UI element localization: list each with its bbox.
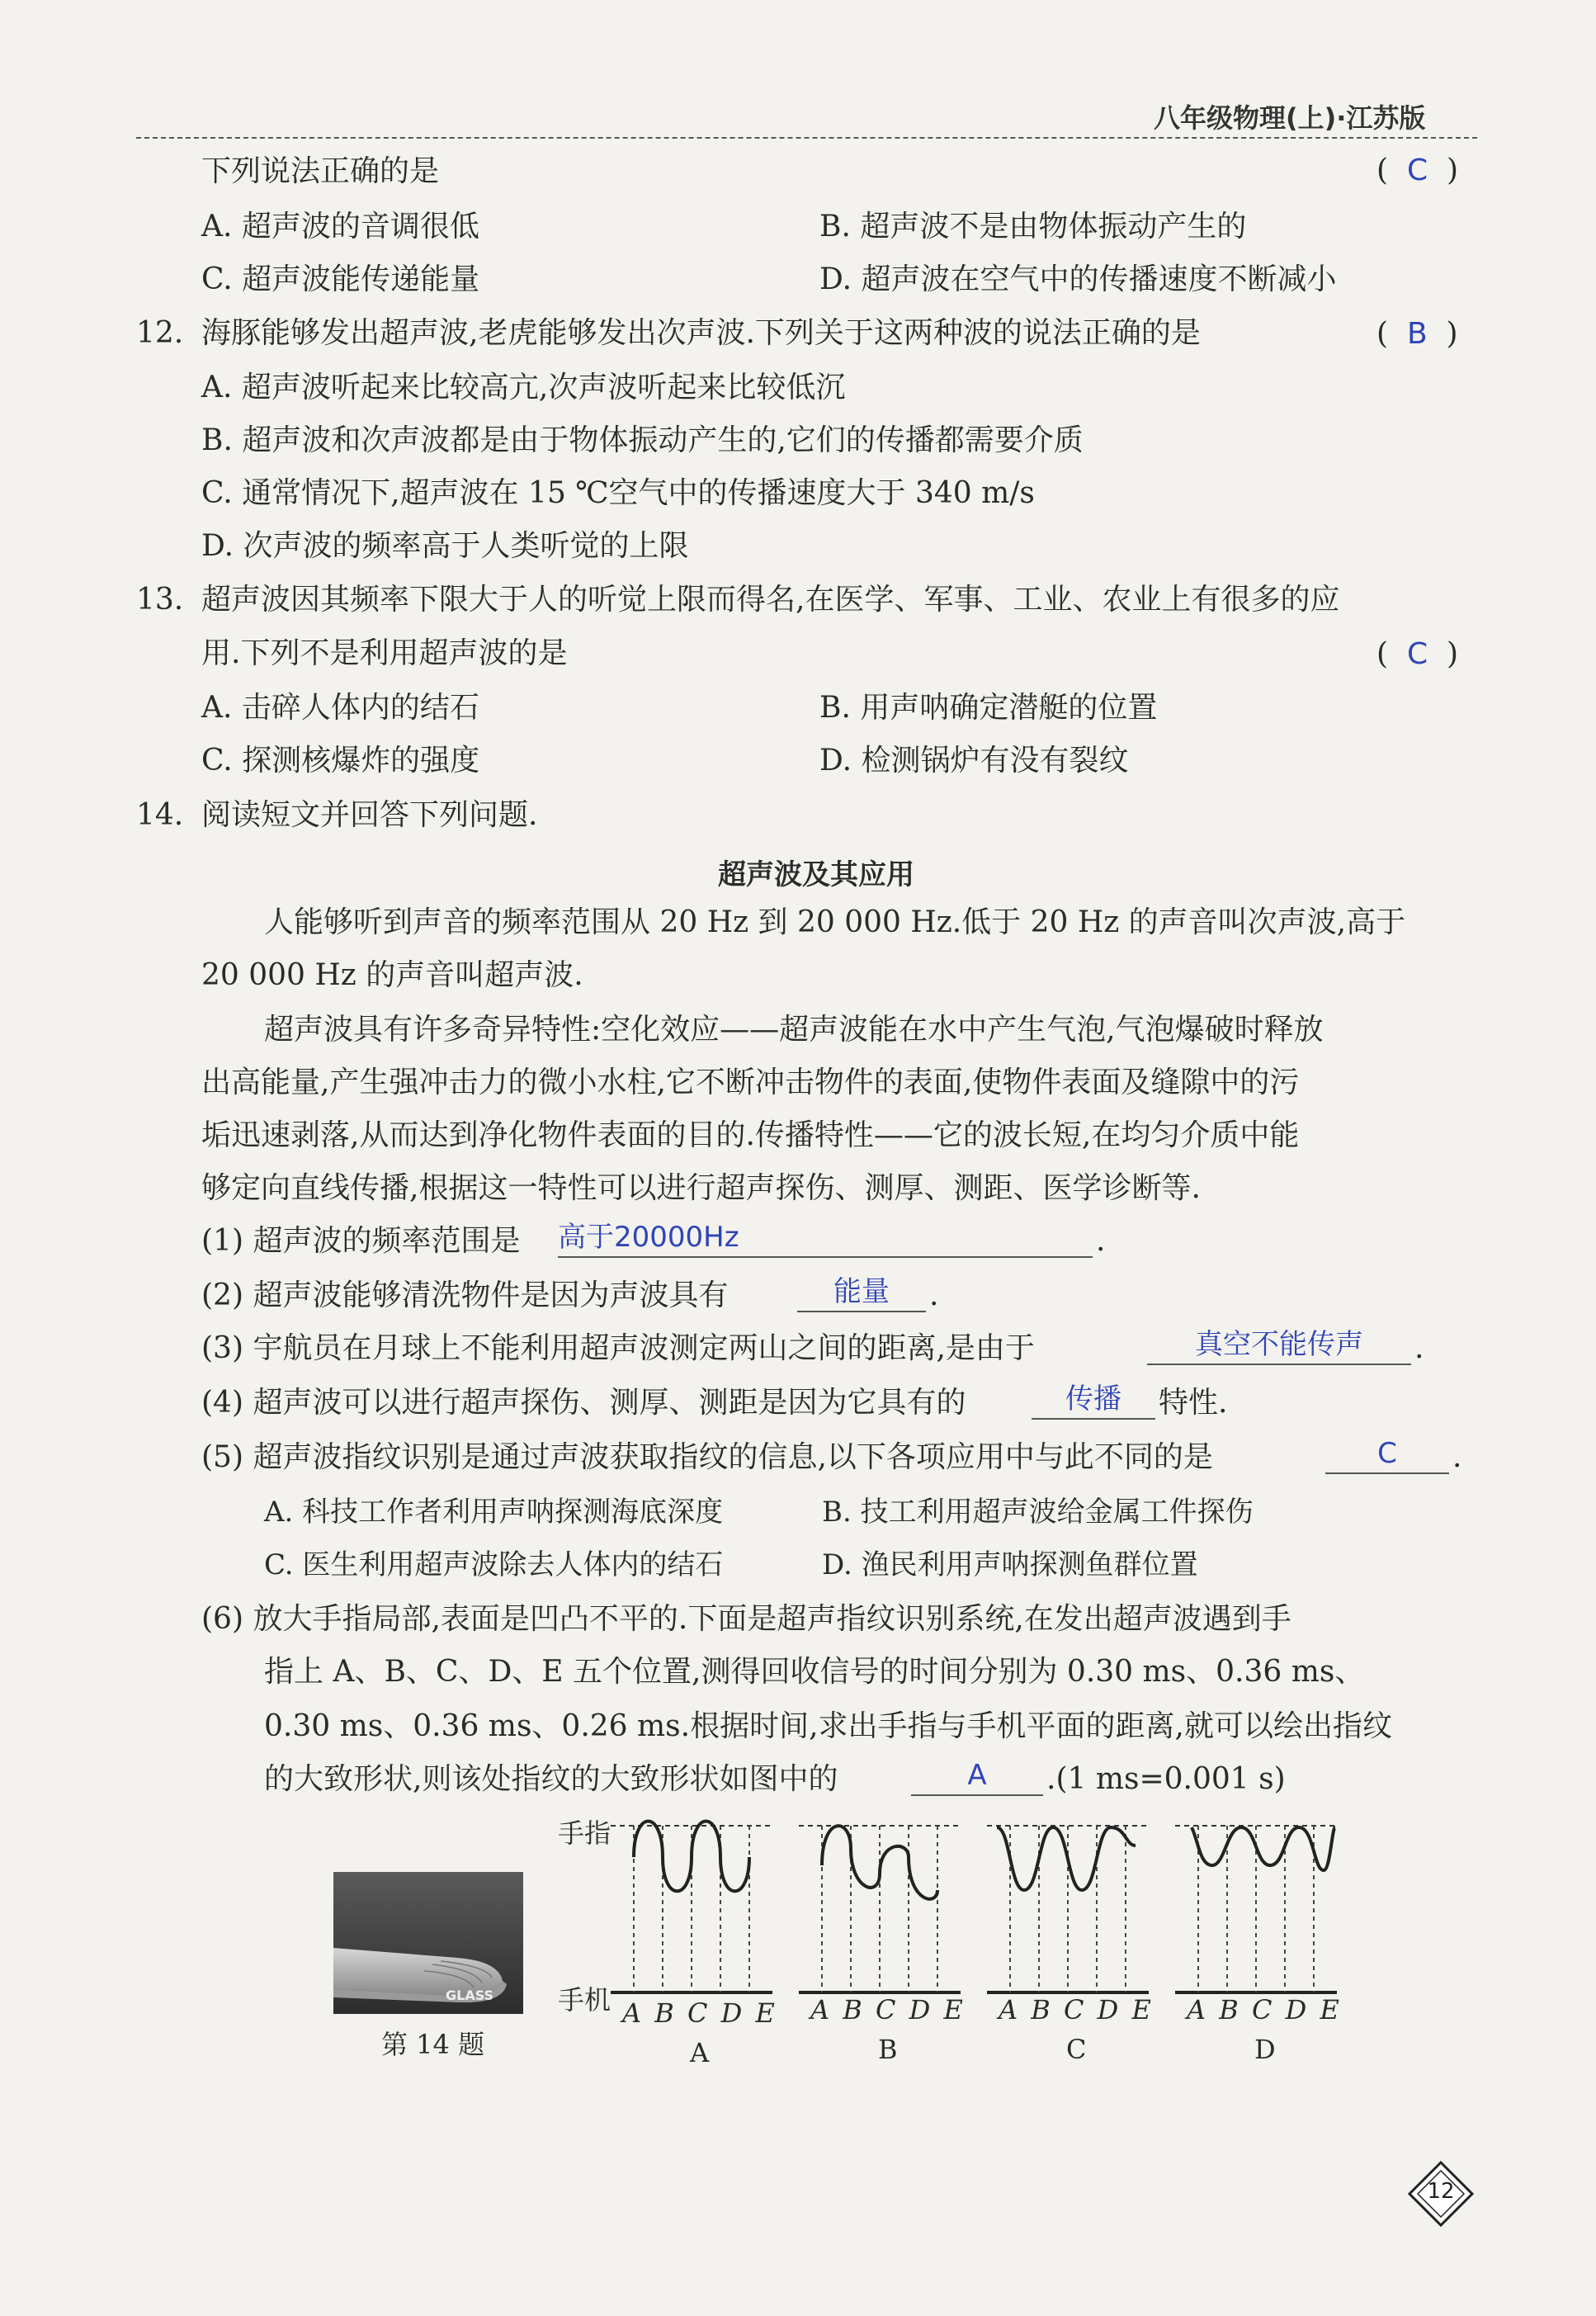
- q11-option-b: B. 超声波不是由物体振动产生的: [819, 210, 1247, 243]
- sub2-text: (2) 超声波能够清洗物件是因为声波具有: [201, 1279, 729, 1312]
- sub5-option-b: B. 技工利用超声波给金属工件探伤: [822, 1496, 1254, 1529]
- q13-option-d: D. 检测锅炉有没有裂纹: [819, 744, 1129, 778]
- article-para1-line1: 人能够听到声音的频率范围从 20 Hz 到 20 000 Hz.低于 20 Hz 的声音叫次声波,高于: [264, 905, 1406, 939]
- graph-d: [1175, 1826, 1337, 1992]
- sub3-text: (3) 宇航员在月球上不能利用超声波测定两山之间的距离,是由于: [201, 1331, 1035, 1365]
- sub4-blank[interactable]: [1032, 1382, 1155, 1420]
- article-para2-line1: 超声波具有许多奇异特性:空化效应——超声波能在水中产生气泡,气泡爆破时释放: [264, 1013, 1324, 1047]
- q12-option-c: C. 通常情况下,超声波在 15 ℃空气中的传播速度大于 340 m/s: [201, 476, 1035, 510]
- sub3-answer: 真空不能传声: [1195, 1328, 1363, 1361]
- fingerprint-graphs: [611, 1816, 1436, 2014]
- sub5-answer: C: [1377, 1437, 1397, 1470]
- graph-a-curve: [634, 1822, 749, 1892]
- sub3-blank[interactable]: [1147, 1327, 1411, 1365]
- sub5-text: (5) 超声波指纹识别是通过声波获取指纹的信息,以下各项应用中与此不同的是: [201, 1440, 1213, 1474]
- graph-b: [799, 1826, 961, 1992]
- article-para2-line4: 够定向直线传播,根据这一特性可以进行超声探伤、测厚、测距、医学诊断等.: [201, 1171, 1201, 1205]
- sub2-answer: 能量: [833, 1275, 890, 1308]
- q12-answer: B: [1406, 317, 1428, 351]
- page-header-title: 八年级物理(上)·江苏版: [1154, 102, 1426, 134]
- q12-option-b: B. 超声波和次声波都是由于物体振动产生的,它们的传播都需要介质: [201, 423, 1084, 457]
- sub3-end: .: [1414, 1331, 1424, 1365]
- graph-a-label: A: [690, 2037, 710, 2068]
- sub6-line3: 0.30 ms、0.36 ms、0.26 ms.根据时间,求出手指与手机平面的距离,就可以绘出指纹: [264, 1709, 1392, 1743]
- sub2-end: .: [929, 1279, 939, 1312]
- sub4-end: 特性.: [1159, 1386, 1228, 1420]
- photo-glass-label: GLASS: [446, 1988, 494, 2003]
- graph-d-curve: [1192, 1827, 1335, 1870]
- page-number-badge: [1406, 2159, 1476, 2229]
- sub6-line1: (6) 放大手指局部,表面是凹凸不平的.下面是超声指纹识别系统,在发出超声波遇到手: [201, 1602, 1291, 1636]
- page-number: 12: [1427, 2179, 1455, 2204]
- sub6-line2: 指上 A、B、C、D、E 五个位置,测得回收信号的时间分别为 0.30 ms、0.36 ms、: [264, 1655, 1365, 1689]
- q12-answer-paren: ( B ): [1376, 317, 1458, 351]
- header-divider: [136, 137, 1477, 139]
- q14-stem: 阅读短文并回答下列问题.: [201, 798, 538, 832]
- graph-b-points: A B C D E: [810, 1994, 963, 2025]
- q11-option-d: D. 超声波在空气中的传播速度不断减小: [819, 262, 1337, 296]
- sub1-end: .: [1096, 1224, 1106, 1258]
- q12-number: 12.: [136, 316, 184, 350]
- sub2-blank[interactable]: [797, 1274, 926, 1312]
- q11-option-a: A. 超声波的音调很低: [201, 210, 479, 243]
- fingerprint-photo: [333, 1872, 523, 2014]
- q13-answer: C: [1406, 637, 1428, 671]
- q13-stem-line1: 超声波因其频率下限大于人的听觉上限而得名,在医学、军事、工业、农业上有很多的应: [201, 583, 1340, 617]
- sub4-answer: 传播: [1065, 1383, 1121, 1416]
- q13-option-c: C. 探测核爆炸的强度: [201, 744, 480, 778]
- sub6-end: .(1 ms=0.001 s): [1046, 1762, 1286, 1796]
- article-title: 超声波及其应用: [718, 858, 914, 891]
- q13-number: 13.: [136, 583, 184, 617]
- sub5-blank[interactable]: [1325, 1436, 1449, 1474]
- graph-a-points: A B C D E: [622, 1997, 775, 2029]
- sub6-blank[interactable]: [911, 1758, 1043, 1796]
- graph-c-label: C: [1066, 2034, 1087, 2065]
- graph-c-points: A B C D E: [999, 1994, 1151, 2025]
- q14-number: 14.: [136, 798, 184, 832]
- sub4-text: (4) 超声波可以进行超声探伤、测厚、测距是因为它具有的: [201, 1386, 966, 1420]
- graph-a: [611, 1822, 772, 1993]
- sub5-end: .: [1452, 1440, 1462, 1474]
- q13-answer-paren: ( C ): [1376, 637, 1459, 671]
- q13-stem-line2: 用.下列不是利用超声波的是: [201, 636, 568, 670]
- q11-option-c: C. 超声波能传递能量: [201, 262, 480, 296]
- graph-c: [987, 1826, 1149, 1992]
- figure-caption: 第 14 题: [381, 2029, 485, 2060]
- q12-stem: 海豚能够发出超声波,老虎能够发出次声波.下列关于这两种波的说法正确的是: [201, 316, 1201, 350]
- graph-c-curve: [997, 1827, 1136, 1890]
- sub6-line4: 的大致形状,则该处指纹的大致形状如图中的: [264, 1762, 838, 1796]
- q12-option-d: D. 次声波的频率高于人类听觉的上限: [201, 529, 689, 563]
- q11-stem: 下列说法正确的是: [201, 154, 440, 188]
- q11-answer: C: [1406, 154, 1428, 187]
- sub1-blank[interactable]: [558, 1220, 1093, 1258]
- finger-label: 手指: [558, 1817, 611, 1849]
- graph-b-label: B: [878, 2034, 898, 2065]
- graph-d-label: D: [1254, 2034, 1276, 2065]
- q13-option-a: A. 击碎人体内的结石: [201, 691, 479, 725]
- sub1-answer: 高于20000Hz: [558, 1221, 739, 1254]
- article-para2-line3: 垢迅速剥落,从而达到净化物件表面的目的.传播特性——它的波长短,在均匀介质中能: [201, 1118, 1300, 1152]
- sub5-option-c: C. 医生利用超声波除去人体内的结石: [264, 1548, 724, 1581]
- sub1-text: (1) 超声波的频率范围是: [201, 1224, 521, 1258]
- q12-option-a: A. 超声波听起来比较高亢,次声波听起来比较低沉: [201, 371, 846, 404]
- sub5-option-d: D. 渔民利用声呐探测鱼群位置: [822, 1548, 1198, 1581]
- graph-d-points: A B C D E: [1187, 1994, 1339, 2025]
- article-para2-line2: 出高能量,产生强冲击力的微小水柱,它不断冲击物件的表面,使物件表面及缝隙中的污: [201, 1066, 1300, 1099]
- sub6-answer: A: [967, 1759, 987, 1792]
- sub5-option-a: A. 科技工作者利用声呐探测海底深度: [264, 1496, 724, 1529]
- article-para1-line2: 20 000 Hz 的声音叫超声波.: [201, 958, 583, 992]
- q11-answer-paren: ( C ): [1376, 154, 1459, 187]
- q13-option-b: B. 用声呐确定潜艇的位置: [819, 691, 1158, 725]
- phone-label: 手机: [558, 1984, 611, 2016]
